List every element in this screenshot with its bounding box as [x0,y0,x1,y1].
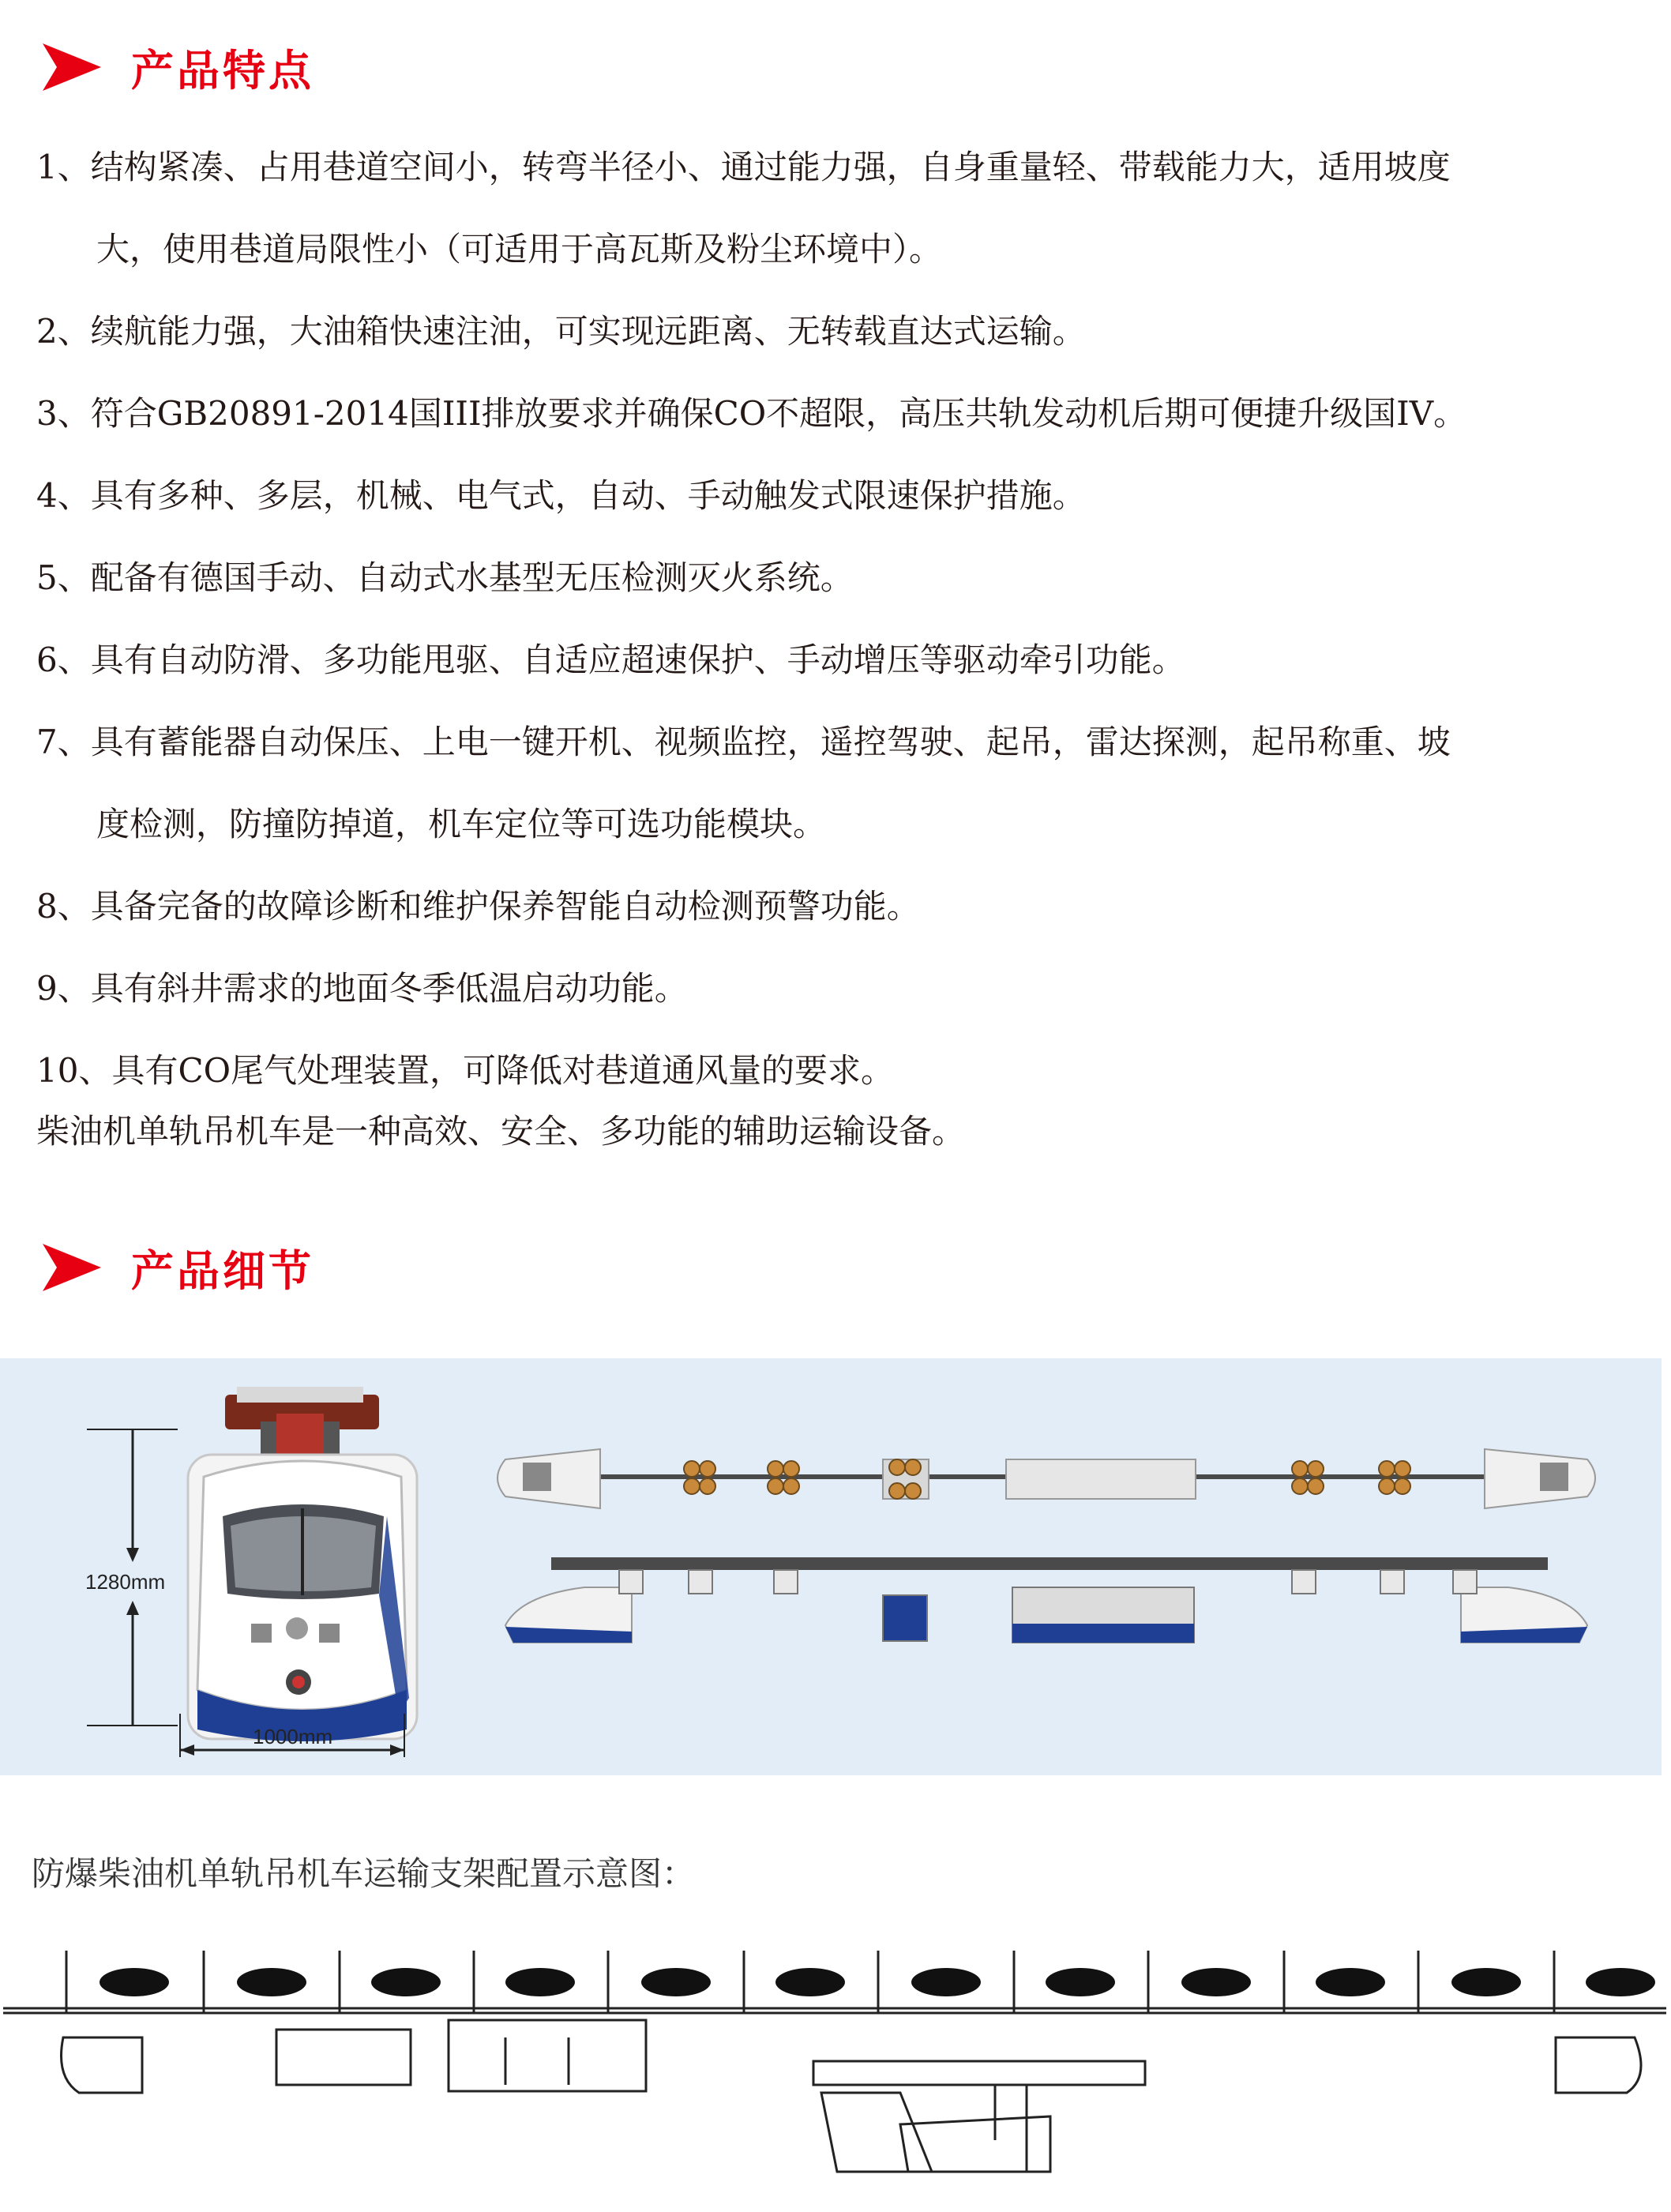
features-section-title: 产品特点 [131,45,314,96]
feature-text-continued: 大，使用巷道局限性小（可适用于高瓦斯及粉尘环境中）。 [96,230,943,269]
feature-text: 1、结构紧凑、占用巷道空间小，转弯半径小、通过能力强，自身重量轻、带载能力大，适用坡度 [36,148,1451,186]
details-section-title: 产品细节 [131,1245,314,1296]
feature-item [36,1030,1647,1112]
feature-item [36,455,1647,537]
feature-item [36,701,1647,866]
red-arrow-icon [39,36,103,99]
width-dimension-label: 1000mm [253,1725,333,1748]
feature-text: 4、具有多种、多层，机械、电气式，自动、手动触发式限速保护措施。 [36,476,1086,515]
feature-text: 9、具有斜井需求的地面冬季低温启动功能。 [36,969,688,1008]
feature-item [36,619,1647,701]
locomotive-top-view [498,1449,1595,1508]
feature-text: 10、具有CO尾气处理装置，可降低对巷道通风量的要求。 [36,1051,895,1090]
transport-support-diagram [0,1935,1671,2212]
height-dimension-label: 1280mm [85,1570,166,1594]
product-detail-figure [0,1358,1662,1775]
red-arrow-icon [39,1236,103,1299]
feature-text: 5、配备有德国手动、自动式水基型无压检测灭火系统。 [36,558,854,597]
feature-text: 2、续航能力强，大油箱快速注油，可实现远距离、无转载直达式运输。 [36,312,1086,351]
features-section-header [39,32,314,103]
feature-item [36,373,1647,455]
summary-text: 柴油机单轨吊机车是一种高效、安全、多功能的辅助运输设备。 [36,1112,966,1151]
product-detail-panel [0,1358,1662,1775]
feature-text: 7、具有蓄能器自动保压、上电一键开机、视频监控，遥控驾驶、起吊，雷达探测，起吊称重、坡 [36,723,1451,761]
feature-item [36,291,1647,373]
feature-text: 8、具备完备的故障诊断和维护保养智能自动检测预警功能。 [36,887,920,926]
feature-item [36,866,1647,948]
diagram-caption: 防爆柴油机单轨吊机车运输支架配置示意图： [32,1854,696,1893]
feature-text: 6、具有自动防滑、多功能甩驱、自适应超速保护、手动增压等驱动牵引功能。 [36,640,1185,679]
locomotive-side-view [505,1557,1587,1643]
feature-text-continued: 度检测，防撞防掉道，机车定位等可选功能模块。 [96,805,827,843]
features-list [36,126,1647,1112]
locomotive-front-view [188,1387,417,1741]
height-dimension [85,1429,178,1726]
feature-item [36,126,1647,291]
feature-item [36,537,1647,619]
feature-text: 3、符合GB20891-2014国III排放要求并确保CO不超限，高压共轨发动机后期可便捷升级国IV。 [36,394,1467,433]
feature-item [36,948,1647,1030]
details-section-header [39,1232,314,1303]
